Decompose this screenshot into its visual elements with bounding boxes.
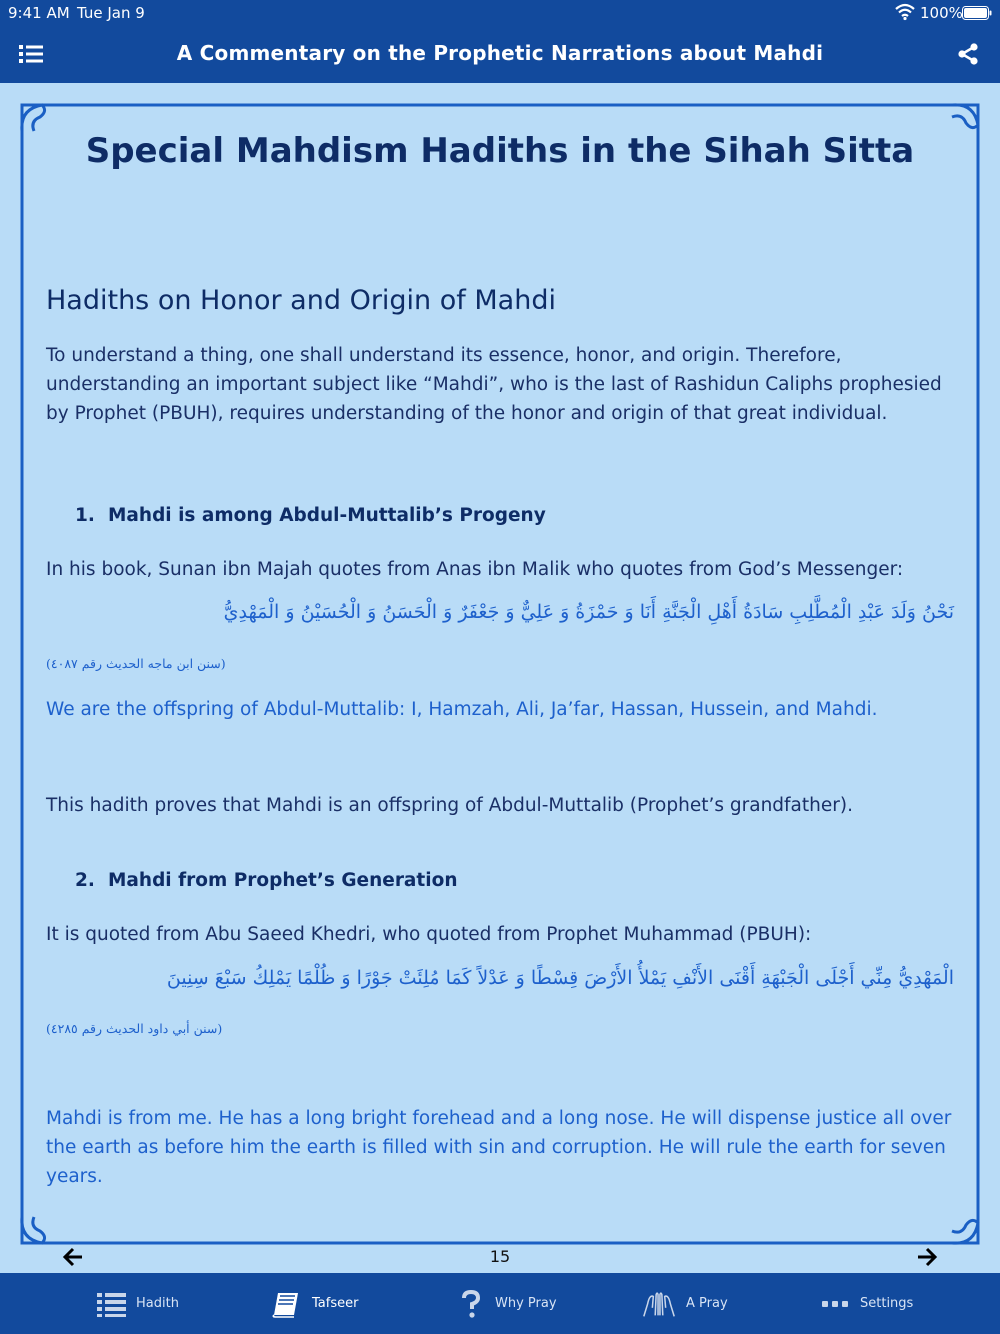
tab-label: Hadith <box>136 1296 179 1311</box>
arabic-hadith-2: الْمَهْدِيُّ مِنِّي أَجْلَى الْجَبْهَةِ أَقْنَى الأَنْفِ يَمْلأُ الأَرْضَ قِسْطًا وَ عَدْلاً كَمَا مُلِئَتْ جَوْرًا وَ ظُلْمًا يَمْلِكُ سَبْعَ سِنِينَ <box>166 967 954 989</box>
arabic-hadith-1: نَحْنُ وَلَدَ عَبْدِ الْمُطَّلِبِ سَادَةُ أَهْلِ الْجَنَّةِ أَنَا وَ حَمْزَةُ وَ عَلِيٌّ وَ جَعْفَرٌ وَ الْحَسَنُ وَ الْحُسَيْنُ وَ الْمَهْدِيُّ <box>223 601 954 623</box>
hadith-reference-1: (سنن ابن ماجه الحديث رقم ٤٠٨٧) <box>46 656 226 671</box>
hadith-comment-1: This hadith proves that Mahdi is an offspring of Abdul-Muttalib (Prophet’s grandfather). <box>46 795 853 816</box>
hadith-reference-2: (سنن أبي داود الحديث رقم ٤٢٨٥) <box>46 1021 223 1036</box>
status-time: 9:41 AM <box>8 4 70 22</box>
tab-label: Settings <box>860 1296 914 1311</box>
battery-percent: 100% <box>920 4 963 22</box>
previous-page-arrow-icon[interactable] <box>62 1246 84 1268</box>
question-icon <box>455 1290 487 1318</box>
praying-hands-icon <box>640 1290 678 1318</box>
hadith-heading-2 <box>75 870 458 891</box>
list-icon <box>96 1290 128 1318</box>
section-heading: Hadiths on Honor and Origin of Mahdi <box>46 285 556 316</box>
tab-bar <box>0 1273 1000 1334</box>
hadith-heading-1 <box>75 505 546 526</box>
article-title: Special Mahdism Hadiths in the Sihah Sitta <box>85 131 915 171</box>
tab-label: A Pray <box>686 1296 728 1311</box>
more-dots-icon <box>820 1290 852 1318</box>
tab-settings[interactable] <box>820 1273 913 1334</box>
ornamental-frame <box>18 101 982 1247</box>
share-icon[interactable] <box>956 42 980 66</box>
reader-page[interactable] <box>0 83 1000 1273</box>
hadith-translation-2: Mahdi is from me. He has a long bright forehead and a long nose. He will dispense justice all over the earth as before him the earth is filled with sin and corruption. He will rule the earth for seven years. <box>46 1108 952 1187</box>
status-bar <box>0 0 1000 26</box>
tab-a-pray[interactable] <box>640 1273 728 1334</box>
hadith-lead-2: It is quoted from Abu Saeed Khedri, who quoted from Prophet Muhammad (PBUH): <box>46 924 812 945</box>
status-date: Tue Jan 9 <box>77 4 145 22</box>
next-page-arrow-icon[interactable] <box>916 1246 938 1268</box>
wifi-icon <box>895 3 915 21</box>
menu-list-icon[interactable] <box>18 43 44 65</box>
intro-paragraph: To understand a thing, one shall understand its essence, honor, and origin. Therefore, understanding an important subject like “Mahdi”, who is the last of Rashidun Caliphs prophesied by Prophet (PBUH), requires understanding of the honor and origin of that great individual. <box>46 345 942 424</box>
tab-hadith[interactable] <box>96 1273 179 1334</box>
tab-tafseer[interactable] <box>272 1273 358 1334</box>
navigation-bar <box>0 26 1000 83</box>
hadith-heading-text: Mahdi from Prophet’s Generation <box>108 870 458 891</box>
page-number: 15 <box>489 1247 511 1266</box>
tab-label: Why Pray <box>495 1296 557 1311</box>
tab-label: Tafseer <box>312 1296 359 1311</box>
book-icon <box>272 1290 304 1318</box>
hadith-lead-1: In his book, Sunan ibn Majah quotes from Anas ibn Malik who quotes from God’s Messenger: <box>46 559 904 580</box>
nav-title: A Commentary on the Prophetic Narrations about Mahdi <box>176 41 824 65</box>
hadith-number: 1. <box>75 505 95 526</box>
battery-icon <box>962 6 992 20</box>
tab-why-pray[interactable] <box>455 1273 557 1334</box>
hadith-translation-1: We are the offspring of Abdul-Muttalib: I, Hamzah, Ali, Ja’far, Hassan, Hussein, and Mahdi. <box>46 699 878 720</box>
hadith-number: 2. <box>75 870 95 891</box>
hadith-heading-text: Mahdi is among Abdul-Muttalib’s Progeny <box>108 505 546 526</box>
